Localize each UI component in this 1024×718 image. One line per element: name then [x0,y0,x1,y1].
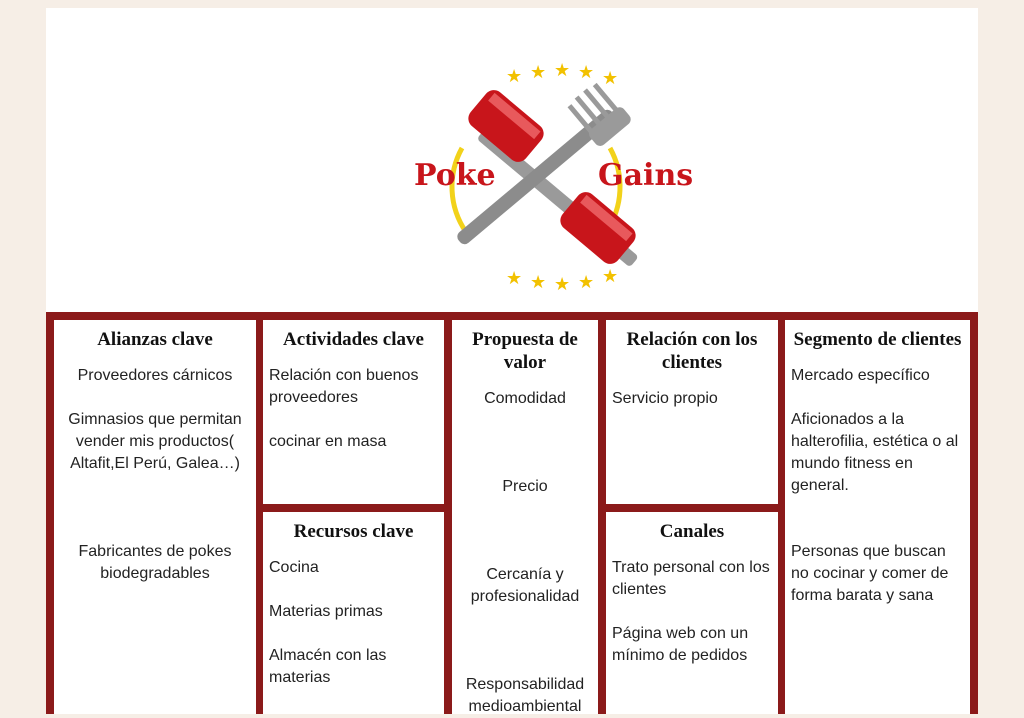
propuesta-title: Propuesta de valor [472,329,578,373]
svg-text:★: ★ [554,60,571,81]
svg-text:★: ★ [602,266,619,287]
recursos-item-1: Cocina [269,559,319,576]
cell-recursos-clave [263,512,444,714]
svg-text:★: ★ [506,268,523,289]
cell-propuesta-de-valor [452,320,598,714]
alianzas-title: Alianzas clave [97,329,213,350]
svg-text:★: ★ [602,68,619,89]
alianzas-item-3: Fabricantes de pokes biodegradables [78,543,232,582]
recursos-title: Recursos clave [293,521,414,542]
canales-title: Canales [659,521,725,542]
recursos-item-3: Almacén con las materias [269,647,387,686]
cell-relacion-clientes [606,320,778,504]
actividades-item-2: cocinar en masa [269,433,387,450]
canales-item-1: Trato personal con los clientes [612,559,770,598]
segmento-title: Segmento de clientes [793,329,962,350]
propuesta-item-2: Precio [502,478,548,495]
svg-text:★: ★ [554,274,571,295]
svg-text:★: ★ [578,62,595,83]
cell-canales [606,512,778,714]
cell-alianzas-clave [54,320,256,714]
logo-word-right: Gains [598,158,694,193]
poke-gains-logo [366,52,706,302]
recursos-item-2: Materias primas [269,603,383,620]
alianzas-item-1: Proveedores cárnicos [77,367,233,384]
actividades-item-1: Relación con buenos proveedores [269,367,419,406]
segmento-item-3: Personas que buscan no cocinar y comer de forma barata y sana [791,543,949,604]
propuesta-item-1: Comodidad [484,390,566,407]
business-model-canvas [46,312,978,714]
segmento-item-2: Aficionados a la halterofilia, estética o al mundo fitness en general. [791,411,959,494]
canales-item-2: Página web con un mínimo de pedidos [612,625,749,664]
actividades-title: Actividades clave [283,329,424,350]
cell-segmento-clientes [785,320,970,714]
propuesta-item-4: Responsabilidad medioambiental [465,676,585,715]
svg-text:★: ★ [506,66,523,87]
logo-word-left: Poke [414,158,496,193]
svg-text:★: ★ [530,272,547,293]
document-sheet [46,8,978,715]
alianzas-item-2: Gimnasios que permitan vender mis productos( Altafit,El Perú, Galea…) [68,411,242,472]
segmento-item-1: Mercado específico [791,367,930,384]
relacion-title: Relación con los clientes [626,329,758,373]
svg-text:★: ★ [530,62,547,83]
propuesta-item-3: Cercanía y profesionalidad [470,566,580,605]
relacion-item-1: Servicio propio [612,390,718,407]
svg-text:★: ★ [578,272,595,293]
cell-actividades-clave [263,320,444,504]
